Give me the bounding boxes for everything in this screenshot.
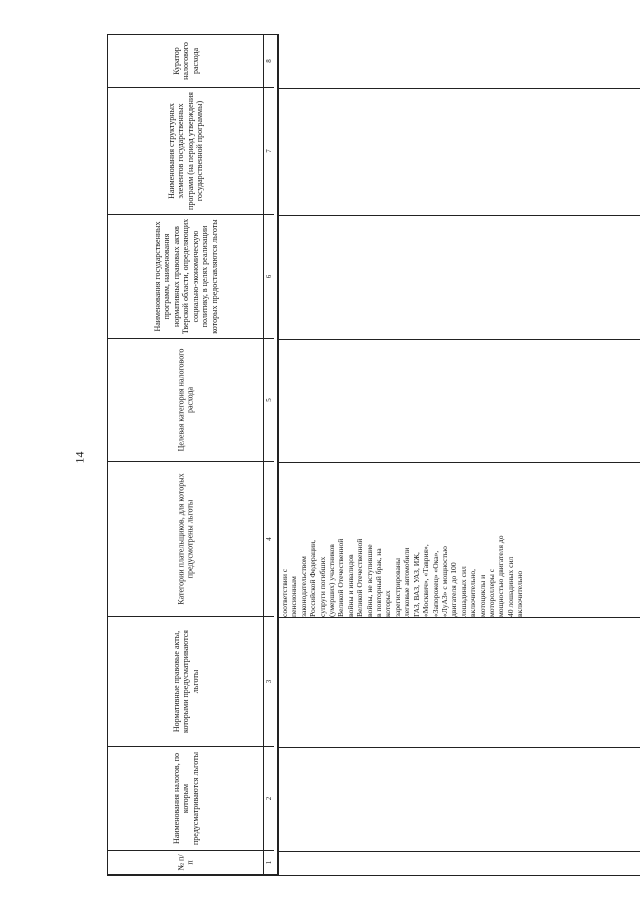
category-text-line: мотороллеры с bbox=[486, 568, 496, 617]
header-cell-1 bbox=[108, 850, 263, 874]
category-text-line: Российской Федерации, bbox=[308, 539, 318, 617]
number-cell bbox=[264, 850, 274, 874]
category-text-line: супруги погибших bbox=[317, 556, 327, 617]
category-text-line: войны и инвалидов bbox=[345, 554, 355, 617]
column-number: 5 bbox=[265, 398, 273, 402]
header-text: Наименования структурных элементов государственных программ (на период утверждения государственной программы) bbox=[166, 92, 204, 210]
number-cell bbox=[264, 461, 274, 616]
column-number: 6 bbox=[265, 274, 273, 279]
column-number: 7 bbox=[265, 149, 273, 153]
category-text-line: мощностью двигателя до bbox=[496, 535, 506, 617]
category-text-line: в повторный брак, на bbox=[374, 548, 384, 617]
column-number: 4 bbox=[265, 537, 273, 541]
column-number: 8 bbox=[265, 59, 273, 63]
header-cell-7 bbox=[108, 87, 263, 214]
number-cell bbox=[264, 338, 274, 461]
header-cell-6 bbox=[108, 214, 263, 338]
header-text: Куратор налогового расхода bbox=[171, 42, 200, 80]
header-cell-8 bbox=[108, 35, 263, 87]
category-text-line: соответствии с bbox=[280, 568, 289, 617]
category-text-line: лошадиных сил bbox=[458, 566, 468, 617]
category-text-line: Великой Отечественной bbox=[355, 538, 365, 617]
header-text: Категории плательщиков, для которых предусмотрены льготы bbox=[176, 473, 195, 605]
category-text-line: пенсионным bbox=[289, 576, 299, 617]
column-number: 3 bbox=[265, 679, 273, 684]
category-text-line: легковые автомобили bbox=[402, 547, 412, 617]
category-text-line: «Москвич», «Таврия», bbox=[421, 544, 431, 617]
category-text-line: законодательством bbox=[298, 556, 308, 617]
page-number: 14 bbox=[72, 451, 87, 464]
number-cell bbox=[264, 87, 274, 214]
category-text-line: «ЛуАЗ» с мощностью bbox=[439, 546, 449, 617]
category-text bbox=[280, 317, 525, 617]
category-text-line: (умерших) участников bbox=[327, 544, 337, 617]
category-text-line: войны, не вступившие bbox=[364, 544, 374, 617]
category-text-line: зарегистрированы bbox=[392, 558, 402, 617]
header-text: Наименования налогов, по которым предусматриваются льготы bbox=[171, 752, 200, 845]
header-cell-4 bbox=[108, 461, 263, 616]
number-cell bbox=[264, 35, 274, 87]
number-cell bbox=[264, 746, 274, 850]
header-text: Нормативные правовые акты, которыми предусматриваются льготы bbox=[171, 630, 200, 733]
tax-benefits-table bbox=[107, 34, 279, 875]
header-cell-2 bbox=[108, 746, 263, 850]
header-text: Целевая категория налогового расхода bbox=[176, 348, 195, 452]
table-header-row bbox=[108, 35, 263, 874]
column-number: 1 bbox=[265, 860, 273, 865]
header-text: Наименования государственных программ, наименования нормативных правовых актов Тверской области, определяющих социально-экономическую политику, в целях реализации которых предоставляются льготы bbox=[152, 218, 219, 335]
category-text-line: мотоциклы и bbox=[477, 574, 487, 617]
category-text-line: двигателя до 100 bbox=[449, 562, 459, 617]
column-divider bbox=[277, 851, 640, 852]
category-text-line: ГАЗ, ВАЗ, УАЗ, ИЖ, bbox=[411, 552, 421, 617]
category-text-line: Великой Отечественной bbox=[336, 538, 346, 617]
table-bottom-border bbox=[107, 875, 640, 876]
header-cell-5 bbox=[108, 338, 263, 461]
table-number-row bbox=[263, 35, 274, 874]
column-divider bbox=[277, 617, 640, 618]
column-divider bbox=[277, 215, 640, 216]
category-text-line: которых bbox=[383, 590, 393, 617]
column-divider bbox=[277, 88, 640, 89]
column-number: 2 bbox=[265, 796, 273, 801]
header-cell-3 bbox=[108, 616, 263, 746]
category-text-line: включительно bbox=[515, 570, 525, 617]
category-text-line: «Запорожец» «Ока», bbox=[430, 550, 440, 617]
number-cell bbox=[264, 616, 274, 746]
column-divider bbox=[277, 747, 640, 748]
category-text-line: 40 лошадиных сил bbox=[505, 556, 515, 617]
header-text: № п/п bbox=[176, 854, 195, 871]
category-text-line: включительно, bbox=[468, 568, 478, 617]
number-cell bbox=[264, 214, 274, 338]
